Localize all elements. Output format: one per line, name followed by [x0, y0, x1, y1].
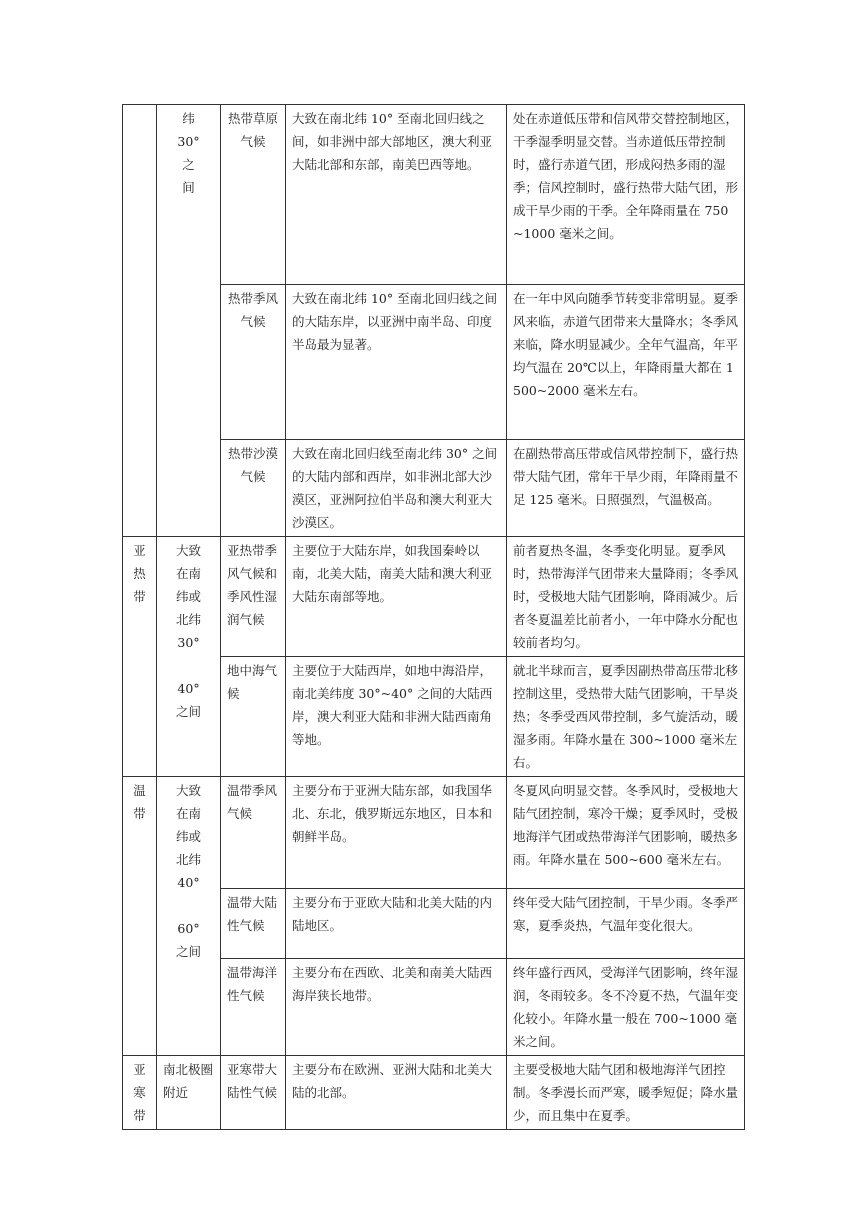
- climate-type-tropical-monsoon: 热带季风气候: [221, 285, 286, 440]
- features-temperate-oceanic: 终年盛行西风，受海洋气团影响，终年湿润，冬雨较多。冬不冷夏不热，气温年变化较小。年降水量一般在 700~1000 毫米之间。: [507, 959, 745, 1056]
- distribution-subarctic: 主要分布在欧洲、亚洲大陆和北美大陆的北部。: [286, 1056, 507, 1130]
- zone-cell-temperate: 温 带: [123, 777, 157, 1056]
- distribution-savanna: 大致在南北纬 10° 至南北回归线之间，如非洲中部大部地区，澳大利亚大陆北部和东部，南美巴西等地。: [286, 105, 507, 285]
- climate-type-subarctic: 亚寒带大陆性气候: [221, 1056, 286, 1130]
- row-subarctic: [123, 1056, 745, 1130]
- latitude-cell-temperate: 大致 在南 纬或 北纬 40° 60° 之间: [157, 777, 221, 1056]
- climate-table: [122, 104, 745, 1130]
- climate-type-savanna: 热带草原气候: [221, 105, 286, 285]
- distribution-temperate-monsoon: 主要分布于亚洲大陆东部，如我国华北、东北，俄罗斯远东地区，日本和朝鲜半岛。: [286, 777, 507, 889]
- features-subarctic: 主要受极地大陆气团和极地海洋气团控制。冬季漫长而严寒，暖季短促；降水量少，而且集中在夏季。: [507, 1056, 745, 1130]
- features-tropical-desert: 在副热带高压带或信风带控制下，盛行热带大陆气团，常年干旱少雨，年降雨量不足 125 毫米。日照强烈，气温极高。: [507, 440, 745, 537]
- latitude-cell-subarctic: 南北极圈附近: [157, 1056, 221, 1130]
- climate-type-temperate-continental: 温带大陆性气候: [221, 889, 286, 959]
- latitude-cell-tropical: 纬 30° 之 间: [157, 105, 221, 537]
- zone-cell-subarctic: 亚 寒 带: [123, 1056, 157, 1130]
- climate-type-temperate-monsoon: 温带季风气候: [221, 777, 286, 889]
- row-temperate-monsoon: [123, 777, 745, 889]
- row-savanna: [123, 105, 745, 285]
- climate-type-subtropical-monsoon: 亚热带季风气候和季风性湿润气候: [221, 537, 286, 657]
- distribution-tropical-desert: 大致在南北回归线至南北纬 30° 之间的大陆内部和西岸，如非洲北部大沙漠区，亚洲阿拉伯半岛和澳大利亚大沙漠区。: [286, 440, 507, 537]
- features-savanna: 处在赤道低压带和信风带交替控制地区，干季湿季明显交替。当赤道低压带控制时，盛行赤道气团，形成闷热多雨的湿季；信风控制时，盛行热带大陆气团，形成干旱少雨的干季。全年降雨量在 750~1000 毫米之间。: [507, 105, 745, 285]
- latitude-cell-subtropical: 大致 在南 纬或 北纬 30° 40° 之间: [157, 537, 221, 777]
- zone-cell-tropical: [123, 105, 157, 537]
- distribution-mediterranean: 主要位于大陆西岸，如地中海沿岸，南北美纬度 30°~40° 之间的大陆西岸，澳大利亚大陆和非洲大陆西南角等地。: [286, 657, 507, 777]
- features-subtropical-monsoon: 前者夏热冬温，冬季变化明显。夏季风时，热带海洋气团带来大量降雨；冬季风时，受极地大陆气团影响，降雨减少。后者冬夏温差比前者小，一年中降水分配也较前者均匀。: [507, 537, 745, 657]
- row-subtropical-monsoon: [123, 537, 745, 657]
- zone-cell-subtropical: 亚 热 带: [123, 537, 157, 777]
- features-tropical-monsoon: 在一年中风向随季节转变非常明显。夏季风来临，赤道气团带来大量降水；冬季风来临，降水明显减少。全年气温高，年平均气温在 20℃以上，年降雨量大都在 1500~2000 毫米左右。: [507, 285, 745, 440]
- climate-type-tropical-desert: 热带沙漠气候: [221, 440, 286, 537]
- distribution-temperate-oceanic: 主要分布在西欧、北美和南美大陆西海岸狭长地带。: [286, 959, 507, 1056]
- distribution-subtropical-monsoon: 主要位于大陆东岸，如我国秦岭以南，北美大陆，南美大陆和澳大利亚大陆东南部等地。: [286, 537, 507, 657]
- features-temperate-continental: 终年受大陆气团控制，干旱少雨。冬季严寒，夏季炎热，气温年变化很大。: [507, 889, 745, 959]
- features-mediterranean: 就北半球而言，夏季因副热带高压带北移控制这里，受热带大陆气团影响，干旱炎热；冬季受西风带控制，多气旋活动，暖湿多雨。年降水量在 300~1000 毫米左右。: [507, 657, 745, 777]
- features-temperate-monsoon: 冬夏风向明显交替。冬季风时，受极地大陆气团控制，寒冷干燥；夏季风时，受极地海洋气团或热带海洋气团影响，暖热多雨。年降水量在 500~600 毫米左右。: [507, 777, 745, 889]
- climate-type-mediterranean: 地中海气候: [221, 657, 286, 777]
- distribution-temperate-continental: 主要分布于亚欧大陆和北美大陆的内陆地区。: [286, 889, 507, 959]
- climate-type-temperate-oceanic: 温带海洋性气候: [221, 959, 286, 1056]
- distribution-tropical-monsoon: 大致在南北纬 10° 至南北回归线之间的大陆东岸，以亚洲中南半岛、印度半岛最为显著。: [286, 285, 507, 440]
